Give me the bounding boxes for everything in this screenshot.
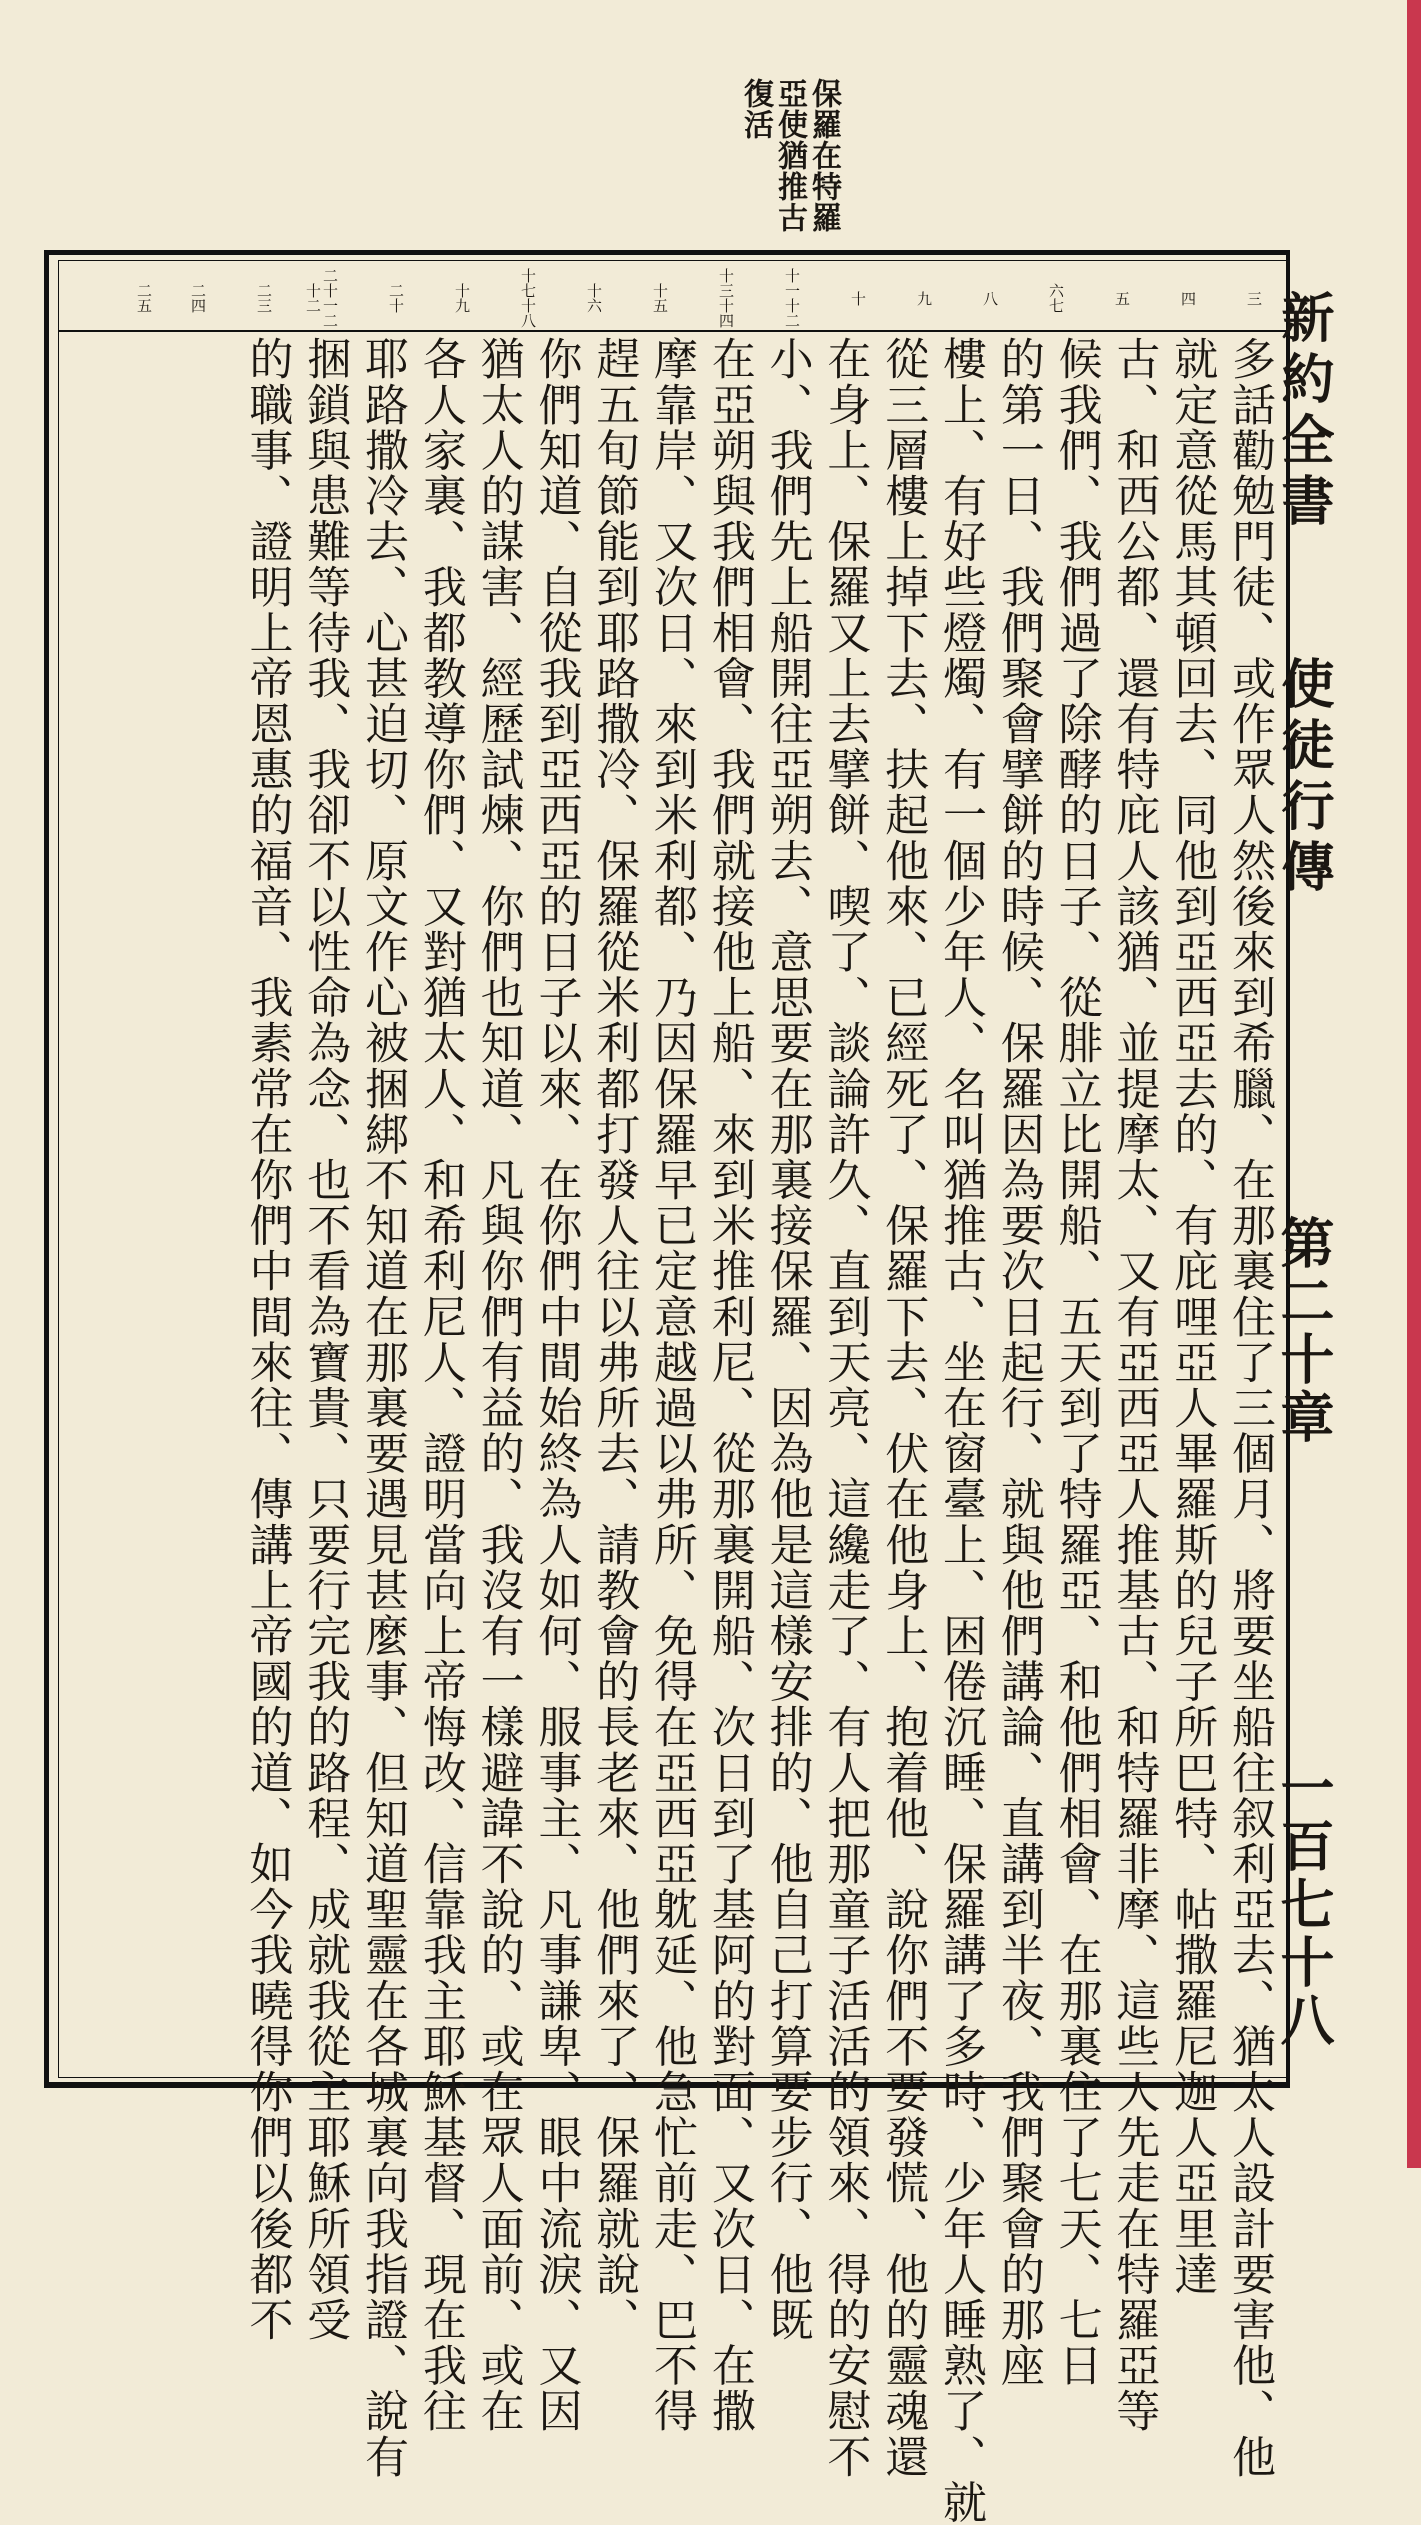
verse-number: 十五 <box>651 283 669 313</box>
text-column: 猶太人的謀害、經歷試煉、你們也知道、凡與你們有益的、我沒有一樣避諱不說的、或在眾人面前、或在 <box>472 336 524 2434</box>
verse-number: 十一十二 <box>783 268 801 328</box>
verse-number: 五 <box>1113 290 1131 306</box>
verse-number-row <box>62 268 1262 328</box>
verse-number: 十九 <box>453 283 471 313</box>
margin-note-line: 保羅在特羅 <box>806 78 841 233</box>
text-column: 候我們、我們過了除酵的日子、從腓立比開船、五天到了特羅亞、和他們相會、在那裏住了七天、七日 <box>1050 336 1102 2388</box>
bleed-through-text <box>240 70 390 250</box>
verse-number: 六七 <box>1047 283 1065 313</box>
margin-note-line: 復活 <box>738 78 773 140</box>
verse-number: 二三 <box>255 283 273 313</box>
section-title: 使徒行傳 <box>1273 656 1335 900</box>
text-column: 的職事、證明上帝恩惠的福音、我素常在你們中間來往、傳講上帝國的道、如今我曉得你們以後都不 <box>241 336 293 2343</box>
text-column: 古、和西公都、還有特庇人該猶、並提摩太、又有亞西亞人推基古、和特羅非摩、這些人先走在特羅亞等 <box>1108 336 1160 2434</box>
verse-number: 二四 <box>189 283 207 313</box>
verse-number: 十七十八 <box>519 268 537 328</box>
verse-number: 二五 <box>135 283 153 313</box>
text-column: 你們知道、自從我到亞西亞的日子以來、在你們中間始終為人如何、服事主、凡事謙卑、眼中流淚、又因 <box>530 336 582 2434</box>
header-spacer <box>1273 534 1335 656</box>
text-column: 的第一日、我們聚會擘餅的時候、保羅因為要次日起行、就與他們講論、直講到半夜、我們聚會的那座 <box>992 336 1044 2388</box>
text-column: 從三層樓上掉下去、扶起他來、已經死了、保羅下去、伏在他身上、抱着他、說你們不要發慌、他的靈魂還 <box>877 336 929 2480</box>
margin-note <box>738 78 840 268</box>
verse-number: 十六 <box>585 283 603 313</box>
text-column: 在身上、保羅又上去擘餅、喫了、談論許久、直到天亮、這纔走了、有人把那童子活活的領來、得的安慰不 <box>819 336 871 2480</box>
bleed-through-text <box>60 70 210 250</box>
verse-number-rule <box>58 330 1286 332</box>
book-title: 新約全書 <box>1273 290 1335 534</box>
verse-number: 十 <box>849 290 867 306</box>
verse-number: 九 <box>915 290 933 306</box>
verse-number: 二十 <box>387 283 405 313</box>
text-column: 就定意從馬其頓回去、同他到亞西亞去的、有庇哩亞人畢羅斯的兒子所巴特、帖撒羅尼迦人亞里達 <box>1166 336 1218 2297</box>
verse-number: 四 <box>1179 290 1197 306</box>
text-column: 各人家裏、我都教導你們、又對猶太人、和希利尼人、證明當向上帝悔改、信靠我主耶穌基督、現在我往 <box>414 336 466 2434</box>
text-column: 樓上、有好些燈燭、有一個少年人、名叫猶推古、坐在窗臺上、困倦沉睡、保羅講了多時、少年人睡熟了、就 <box>935 336 987 2525</box>
chapter-heading: 第二十章 <box>1272 1215 1336 1447</box>
text-column: 耶路撒冷去、心甚迫切、原文作心被捆綁不知道在那裏要遇見甚麼事、但知道聖靈在各城裏向我指證、說有 <box>357 336 409 2480</box>
verse-number: 十三十四 <box>717 268 735 328</box>
page-number: 一百七十八 <box>1272 1760 1336 2050</box>
text-column: 小、我們先上船開往亞朔去、意思要在那裏接保羅、因為他是這樣安排的、他自己打算要步行、他既 <box>761 336 813 2343</box>
text-column: 在亞朔與我們相會、我們就接他上船、來到米推利尼、從那裏開船、次日到了基阿的對面、又次日、在撒 <box>703 336 755 2434</box>
verse-number: 三 <box>1245 290 1263 306</box>
verse-number: 八 <box>981 290 999 306</box>
scripture-text <box>88 336 1278 2525</box>
page-edge <box>1407 0 1421 2168</box>
running-header <box>1268 290 1340 1070</box>
text-column: 趕五旬節能到耶路撒冷、保羅從米利都打發人往以弗所去、請教會的長老來、他們來了、保羅就說、 <box>588 336 640 2343</box>
text-column: 多話勸勉門徒、或作眾人然後來到希臘、在那裏住了三個月、將要坐船往叙利亞去、猶太人設計要害他、他 <box>1224 336 1275 2480</box>
text-column: 摩靠岸、又次日、來到米利都、乃因保羅早已定意越過以弗所、免得在亞西亞躭延、他急忙前走、巴不得 <box>646 336 698 2434</box>
verse-number <box>48 268 102 328</box>
margin-note-line: 亞使猶推古 <box>772 78 807 233</box>
text-column: 捆鎖與患難等待我、我卻不以性命為念、也不看為寶貴、只要行完我的路程、成就我從主耶穌所領受 <box>299 336 351 2343</box>
verse-number: 二十一二十二 <box>304 268 339 328</box>
